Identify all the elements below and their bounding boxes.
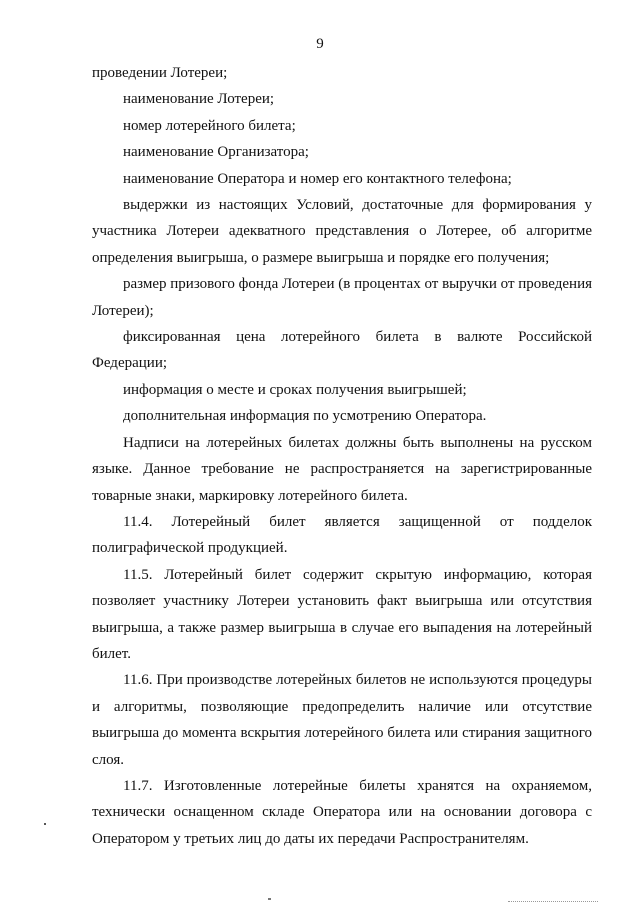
paragraph-11-7: 11.7. Изготовленные лотерейные билеты хранятся на охраняемом, технически оснащенном складе Оператора или на основании договора с Оператором у третьих лиц до даты их передачи Распространителям. <box>92 777 592 847</box>
list-item-prize-fund: размер призового фонда Лотереи (в процентах от выручки от проведения Лотереи); <box>92 276 592 319</box>
list-item-operator-contact: наименование Оператора и номер его контактного телефона; <box>123 170 512 187</box>
scan-mark-bottom <box>268 898 271 900</box>
paragraph-continuation: проведении Лотереи; <box>92 65 228 81</box>
scan-mark-left <box>44 823 46 825</box>
list-item-conditions-excerpts: выдержки из настоящих Условий, достаточные для формирования у участника Лотереи адекватного представления о Лотерее, об алгоритме определения выигрыша, о размере выигрыша и порядке его получения; <box>92 197 592 266</box>
list-item-additional-info: дополнительная информация по усмотрению Оператора. <box>123 408 487 425</box>
paragraph-11-5: 11.5. Лотерейный билет содержит скрытую информацию, которая позволяет участнику Лотереи установить факт выигрыша или отсутствия выигрыша, а также размер выигрыша в случае его выпадения на лотерейный билет. <box>92 566 592 662</box>
list-item-prize-receipt-info: информация о месте и сроках получения выигрышей; <box>123 381 467 398</box>
list-item-lottery-name: наименование Лотереи; <box>123 91 275 108</box>
scan-mark-bottom-right <box>508 901 598 903</box>
list-item-ticket-number: номер лотерейного билета; <box>123 117 296 134</box>
list-item-organizer-name: наименование Организатора; <box>123 144 309 161</box>
paragraph-language-requirement: Надписи на лотерейных билетах должны быть выполнены на русском языке. Данное требование не распространяется на зарегистрированные товарные знаки, маркировку лотерейного билета. <box>92 434 592 504</box>
list-item-ticket-price: фиксированная цена лотерейного билета в валюте Российской Федерации; <box>92 329 592 372</box>
page-number: 9 <box>316 36 324 52</box>
paragraph-11-6: 11.6. При производстве лотерейных билетов не используются процедуры и алгоритмы, позволяющие предопределить наличие или отсутствие выигрыша до момента вскрытия лотерейного билета или стирания защитного слоя. <box>92 672 592 768</box>
paragraph-11-4: 11.4. Лотерейный билет является защищенной от подделок полиграфической продукцией. <box>92 513 592 557</box>
document-body <box>92 60 592 852</box>
